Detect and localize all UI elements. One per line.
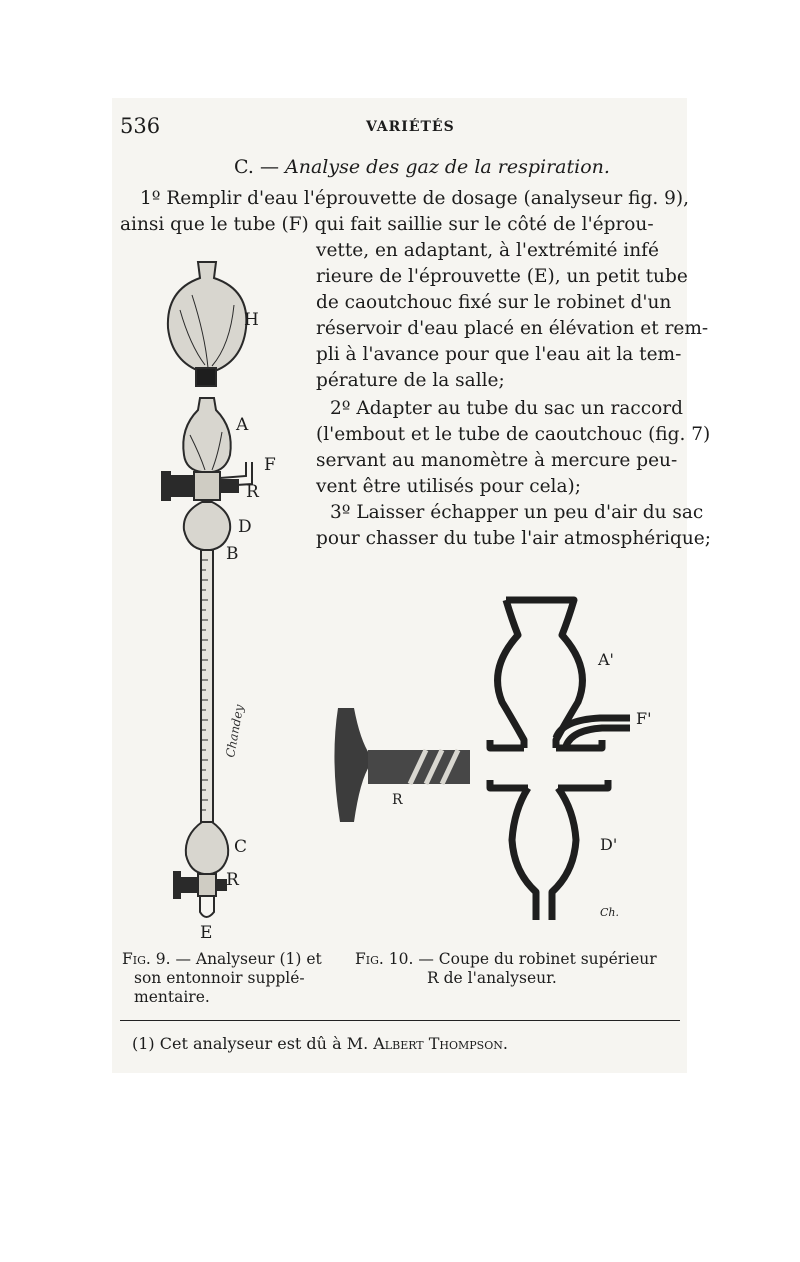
section-letter: C. — <box>234 156 279 178</box>
fig9-caption-line-3: mentaire. <box>134 988 210 1006</box>
fig10-engraver-initials: Ch. <box>600 906 619 919</box>
fig9-caption-line-1: Fig. 9. — Analyseur (1) et <box>122 950 322 968</box>
fig10-caption-line-1: Fig. 10. — Coupe du robinet supérieur <box>355 950 657 968</box>
text-line: (l'embout et le tube de caoutchouc (fig. 7) <box>316 424 711 445</box>
section-title-text: Analyse des gaz de la respiration. <box>285 156 610 178</box>
fig10-label-f-prime: F' <box>636 709 652 728</box>
fig9-engraver-signature: Chandey <box>223 703 247 759</box>
fig9-label-c: C <box>234 837 248 857</box>
fig9-label-a: A <box>236 415 249 435</box>
footnote-text: (1) Cet analyseur est dû à M. <box>132 1034 374 1053</box>
text-line: vent être utilisés pour cela); <box>316 476 581 497</box>
text-line: rieure de l'éprouvette (E), un petit tube <box>316 266 688 287</box>
text-line: ainsi que le tube (F) qui fait saillie sur le côté de l'éprou- <box>120 214 654 235</box>
text-line: 1º Remplir d'eau l'éprouvette de dosage (analyseur fig. 9), <box>140 188 689 209</box>
page-number: 536 <box>120 114 161 138</box>
fig9-label-r-top: R <box>246 482 259 502</box>
fig10-caption-line-2: R de l'analyseur. <box>427 969 557 987</box>
fig9-caption-line-2: son entonnoir supplé- <box>134 969 305 987</box>
figure-10-stopcock-section <box>330 590 660 935</box>
footnote <box>132 1034 508 1053</box>
footnote-rule <box>120 1020 680 1021</box>
figure-9-caption <box>122 950 322 1007</box>
fig10-label-a-prime: A' <box>598 650 614 669</box>
fig9-label-d: D <box>238 517 252 537</box>
text-line: servant au manomètre à mercure peu- <box>316 450 678 471</box>
text-line: 3º Laisser échapper un peu d'air du sac <box>330 502 704 523</box>
footnote-name: Albert Thompson. <box>373 1034 508 1053</box>
text-line: réservoir d'eau placé en élévation et rem- <box>316 318 709 339</box>
fig9-label-r-bottom: R <box>226 870 239 890</box>
figure-9-analyzer-illustration <box>150 250 300 945</box>
fig10-label-r: R <box>392 792 403 808</box>
text-line: vette, en adaptant, à l'extrémité infé <box>316 240 659 261</box>
section-title <box>234 156 610 178</box>
fig9-label-b: B <box>226 544 239 564</box>
text-line: pour chasser du tube l'air atmosphérique; <box>316 528 711 549</box>
fig9-label-e: E <box>200 923 213 943</box>
fig9-label-f: F <box>264 455 276 475</box>
running-title: VARIÉTÉS <box>366 119 455 135</box>
text-line: de caoutchouc fixé sur le robinet d'un <box>316 292 672 313</box>
text-line: 2º Adapter au tube du sac un raccord <box>330 398 683 419</box>
fig10-label-d-prime: D' <box>600 835 618 854</box>
figure-10-caption <box>355 950 657 988</box>
fig9-label-h: H <box>244 310 259 330</box>
text-line: pérature de la salle; <box>316 370 505 391</box>
text-line: pli à l'avance pour que l'eau ait la tem- <box>316 344 682 365</box>
